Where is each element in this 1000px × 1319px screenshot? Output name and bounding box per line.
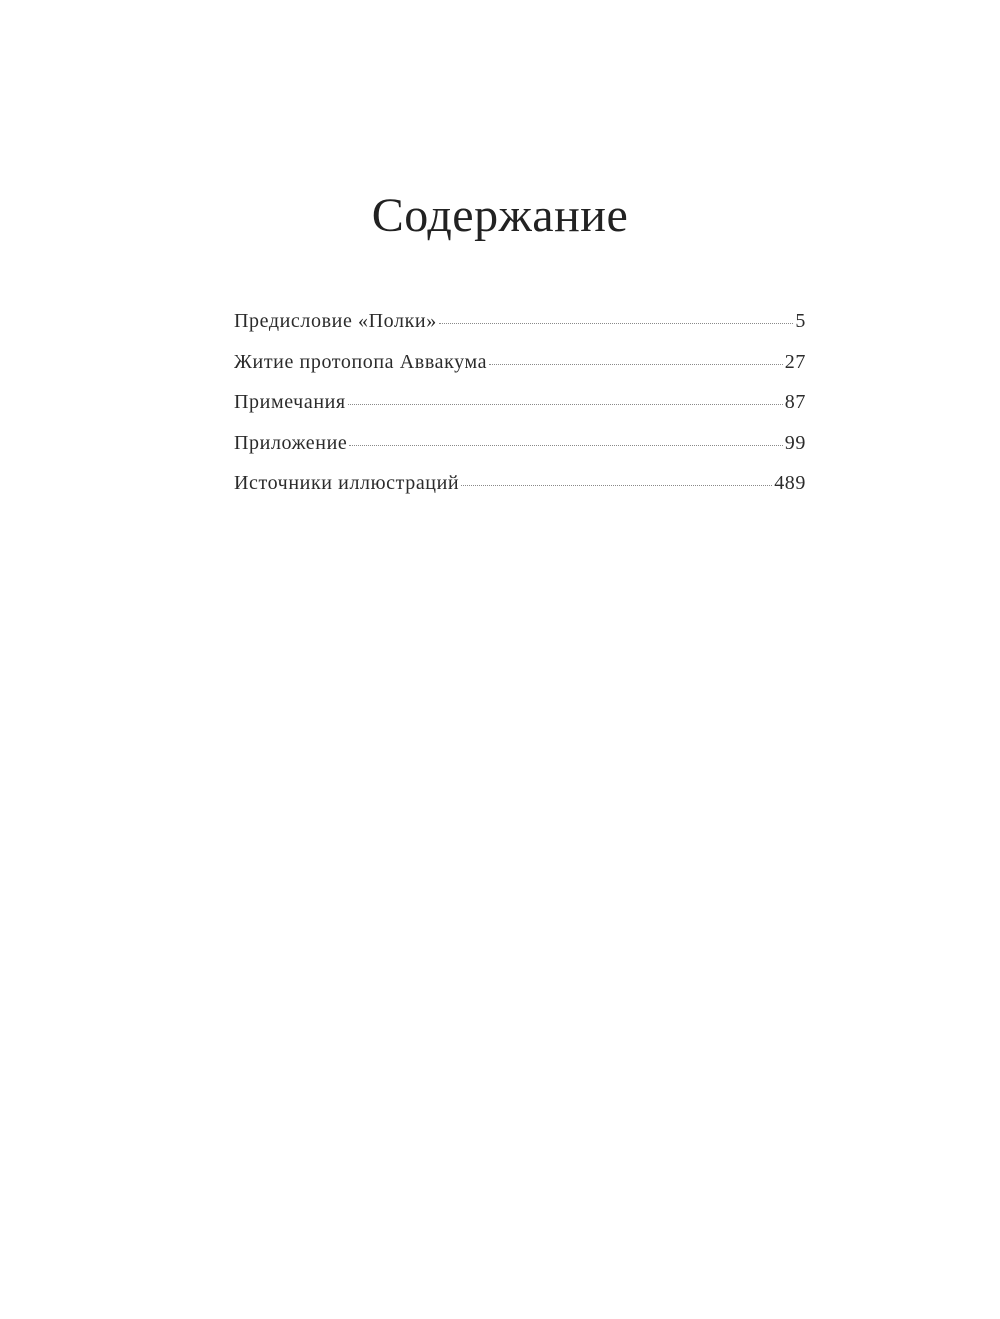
toc-entry-label: Житие протопопа Аввакума bbox=[234, 350, 488, 373]
toc-entry-page: 27 bbox=[784, 350, 806, 373]
toc-entry[interactable] bbox=[234, 391, 806, 432]
toc-entry-page: 489 bbox=[774, 472, 806, 494]
toc-entry-label: Приложение bbox=[234, 431, 348, 454]
toc-entry-label: Предисловие «Полки» bbox=[234, 310, 437, 332]
toc-entry[interactable] bbox=[234, 351, 806, 392]
toc-entry[interactable] bbox=[234, 432, 806, 473]
toc-entry-page: 87 bbox=[784, 391, 806, 413]
toc-entry[interactable] bbox=[234, 310, 806, 351]
toc-dot-leader bbox=[489, 364, 783, 365]
toc-dot-leader bbox=[349, 445, 782, 446]
toc-entry-label: Примечания bbox=[234, 391, 346, 413]
toc-entry[interactable] bbox=[234, 472, 806, 513]
toc-dot-leader bbox=[439, 323, 794, 324]
toc-entry-page: 99 bbox=[784, 431, 806, 454]
table-of-contents bbox=[234, 310, 806, 513]
toc-entry-page: 5 bbox=[795, 310, 806, 332]
page-title: Содержание bbox=[371, 189, 629, 242]
toc-dot-leader bbox=[348, 404, 783, 405]
toc-entry-label: Источники иллюстраций bbox=[234, 472, 460, 494]
toc-dot-leader bbox=[461, 485, 772, 486]
